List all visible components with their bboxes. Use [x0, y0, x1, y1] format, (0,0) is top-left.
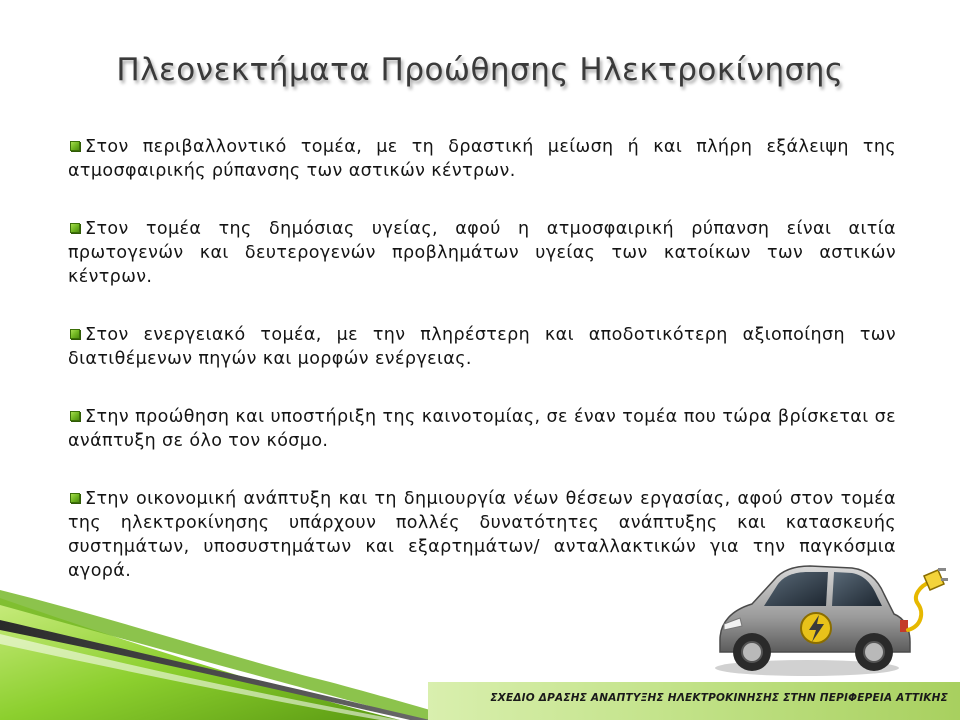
bullet-item — [68, 135, 896, 183]
slide-title: Πλεονεκτήματα Προώθησης Ηλεκτροκίνησης — [116, 52, 844, 88]
bullet-text: Στον περιβαλλοντικό τομέα, με τη δραστική μείωση ή και πλήρη εξάλειψη της ατμοσφαιρικής ρύπανσης των αστικών κέντρων. — [68, 137, 896, 181]
green-square-bullet-icon — [70, 329, 80, 339]
footer-band — [428, 682, 960, 720]
bullet-item — [68, 217, 896, 289]
footer-text: ΣΧΕΔΙΟ ΔΡΑΣΗΣ ΑΝΑΠΤΥΞΗΣ ΗΛΕΚΤΡΟΚΙΝΗΣΗΣ ΣΤΗΝ ΠΕΡΙΦΕΡΕΙΑ ΑΤΤΙΚΗΣ — [490, 692, 948, 704]
bullet-text: Στην προώθηση και υποστήριξη της καινοτομίας, σε έναν τομέα που τώρα βρίσκεται σε ανάπτυξη σε όλο τον κόσμο. — [68, 407, 896, 451]
green-square-bullet-icon — [70, 411, 80, 421]
green-square-bullet-icon — [70, 141, 80, 151]
bullet-item — [68, 323, 896, 371]
bullet-text: Στον ενεργειακό τομέα, με την πληρέστερη και αποδοτικότερη αξιοποίηση των διατιθέμενων πηγών και μορφών ενέργειας. — [68, 325, 896, 369]
green-square-bullet-icon — [70, 493, 80, 503]
electric-car-illustration — [712, 560, 948, 678]
green-square-bullet-icon — [70, 223, 80, 233]
bullet-item — [68, 405, 896, 453]
bullet-text: Στην οικονομική ανάπτυξη και τη δημιουργία νέων θέσεων εργασίας, αφού στον τομέα της ηλεκτροκίνησης υπάρχουν πολλές δυνατότητες ανάπτυξης και κατασκευής συστημάτων, υποσυστημάτων και εξαρτημάτων/ ανταλλακτικών για την παγκόσμια αγορά. — [68, 489, 896, 581]
bullet-text: Στον τομέα της δημόσιας υγείας, αφού η ατμοσφαιρική ρύπανση είναι αιτία πρωτογενών και δευτερογενών προβλημάτων υγείας των κατοίκων των αστικών κέντρων. — [68, 219, 896, 287]
bullet-list — [68, 135, 896, 583]
